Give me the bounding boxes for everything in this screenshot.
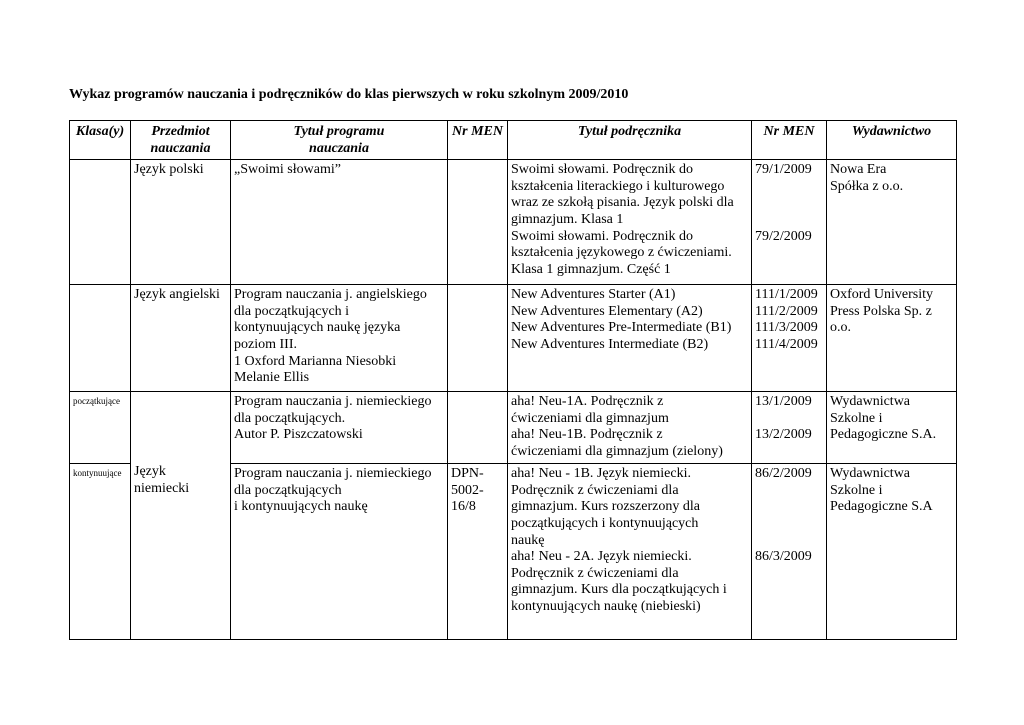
header-przedmiot	[131, 121, 231, 160]
text-line: kontynuujących naukę języka	[234, 320, 401, 336]
text-line: New Adventures Pre-Intermediate (B1)	[511, 320, 732, 336]
text-line: 5002-	[451, 482, 484, 498]
text-line: ćwiczeniami dla gimnazjum (zielony)	[511, 443, 723, 459]
text-line: Pedagogiczne S.A.	[830, 427, 937, 443]
text-line: Wydawnictwa	[830, 466, 911, 482]
text-line: 16/8	[451, 499, 476, 515]
cell-podrecznik	[508, 160, 752, 285]
text-line: Szkolne i	[830, 482, 883, 498]
cell-podrecznik	[508, 464, 752, 640]
text-line: aha! Neu - 1B. Język niemiecki.	[511, 466, 691, 482]
header-klasa: Klasa(y)	[70, 121, 131, 160]
text-line: DPN-	[451, 466, 484, 482]
header-przedmiot-line: Przedmiot	[151, 124, 210, 139]
text-line: 1 Oxford Marianna Niesobki	[234, 353, 397, 369]
cell-klasa	[70, 160, 131, 285]
header-podrecznik: Tytuł podręcznika	[508, 121, 752, 160]
text-line: ćwiczeniami dla gimnazjum	[511, 410, 669, 426]
table-row	[70, 160, 957, 285]
cell-nr-men	[752, 160, 827, 285]
text-line: Język	[134, 464, 166, 480]
cell-nr-men-program	[448, 160, 508, 285]
text-line: Podręcznik z ćwiczeniami dla	[511, 482, 679, 498]
text-line: 111/4/2009	[755, 336, 818, 352]
text-line: Podręcznik z ćwiczeniami dla	[511, 565, 679, 581]
header-wydawnictwo: Wydawnictwo	[827, 121, 957, 160]
header-nr-men-program: Nr MEN	[448, 121, 508, 160]
text-line: Szkolne i	[830, 410, 883, 426]
text-line: poziom III.	[234, 336, 297, 352]
header-program	[231, 121, 448, 160]
cell-nr-men	[752, 392, 827, 464]
text-line: 86/2/2009	[755, 466, 812, 482]
text-line: Swoimi słowami. Podręcznik do	[511, 228, 693, 244]
text-line: dla początkujących.	[234, 410, 346, 426]
text-line: Klasa 1 gimnazjum. Część 1	[511, 261, 671, 277]
text-line: 79/2/2009	[755, 228, 812, 244]
text-line: Swoimi słowami. Podręcznik do	[511, 162, 693, 178]
header-nr-men-podrecznik: Nr MEN	[752, 121, 827, 160]
cell-wydawnictwo	[827, 160, 957, 285]
text-line: New Adventures Starter (A1)	[511, 287, 676, 303]
table-row	[70, 285, 957, 392]
cell-przedmiot	[131, 392, 231, 640]
text-line: o.o.	[830, 320, 851, 336]
text-line: gimnazjum. Kurs rozszerzony dla	[511, 499, 700, 515]
text-line: Program nauczania j. angielskiego	[234, 287, 427, 303]
cell-program	[231, 464, 448, 640]
cell-wydawnictwo	[827, 464, 957, 640]
text-line: 111/2/2009	[755, 303, 818, 319]
cell-nr-men-program	[448, 464, 508, 640]
text-line: i kontynuujących naukę	[234, 499, 368, 515]
cell-nr-men	[752, 285, 827, 392]
cell-klasa: początkujące	[70, 392, 131, 464]
text-line: Autor P. Piszczatowski	[234, 427, 363, 443]
cell-wydawnictwo	[827, 392, 957, 464]
table-header-row	[70, 121, 957, 160]
header-przedmiot-line: nauczania	[150, 140, 211, 156]
cell-podrecznik	[508, 392, 752, 464]
text-line: 79/1/2009	[755, 162, 812, 178]
text-line: Wydawnictwa	[830, 394, 911, 410]
cell-program: „Swoimi słowami”	[231, 160, 448, 285]
cell-program	[231, 285, 448, 392]
text-line: 86/3/2009	[755, 549, 812, 565]
text-line: Spółka z o.o.	[830, 178, 904, 194]
text-line: Nowa Era	[830, 162, 887, 178]
header-program-line: Tytuł programu	[293, 124, 385, 139]
cell-klasa: kontynuujące	[70, 464, 131, 640]
curriculum-table	[69, 120, 957, 640]
text-line: Press Polska Sp. z	[830, 303, 932, 319]
cell-program	[231, 392, 448, 464]
text-line: New Adventures Intermediate (B2)	[511, 336, 709, 352]
text-line: niemiecki	[134, 480, 190, 496]
text-line: aha! Neu-1B. Podręcznik z	[511, 427, 663, 443]
text-line: 111/3/2009	[755, 320, 818, 336]
cell-wydawnictwo	[827, 285, 957, 392]
text-line: 111/1/2009	[755, 287, 818, 303]
text-line: początkujących i kontynuujących	[511, 515, 699, 531]
cell-podrecznik	[508, 285, 752, 392]
text-line: aha! Neu - 2A. Język niemiecki.	[511, 549, 692, 565]
cell-nr-men-program	[448, 392, 508, 464]
cell-przedmiot: Język angielski	[131, 285, 231, 392]
text-line: dla początkujących	[234, 482, 342, 498]
header-program-line: nauczania	[309, 140, 369, 156]
text-line: aha! Neu-1A. Podręcznik z	[511, 394, 664, 410]
text-line: gimnazjum. Klasa 1	[511, 211, 624, 227]
cell-klasa	[70, 285, 131, 392]
text-line: kształcenia językowego z ćwiczeniami.	[511, 245, 732, 261]
text-line: 13/1/2009	[755, 394, 812, 410]
text-line: New Adventures Elementary (A2)	[511, 303, 703, 319]
text-line: Program nauczania j. niemieckiego	[234, 466, 432, 482]
cell-przedmiot: Język polski	[131, 160, 231, 285]
document-title: Wykaz programów nauczania i podręczników do klas pierwszych w roku szkolnym 2009/2010	[69, 87, 629, 102]
cell-nr-men-program	[448, 285, 508, 392]
text-line: naukę	[511, 532, 545, 548]
text-line: Melanie Ellis	[234, 370, 310, 386]
cell-nr-men	[752, 464, 827, 640]
table-row	[70, 392, 957, 464]
text-line: dla początkujących i	[234, 303, 350, 319]
text-line: gimnazjum. Kurs dla początkujących i	[511, 582, 727, 598]
text-line: Oxford University	[830, 287, 934, 303]
text-line: Pedagogiczne S.A	[830, 499, 933, 515]
text-line: kształcenia literackiego i kulturowego	[511, 178, 725, 194]
text-line: kontynuujących naukę (niebieski)	[511, 598, 701, 614]
text-line: 13/2/2009	[755, 427, 812, 443]
text-line: wraz ze szkołą pisania. Język polski dla	[511, 195, 734, 211]
text-line: Program nauczania j. niemieckiego	[234, 394, 432, 410]
